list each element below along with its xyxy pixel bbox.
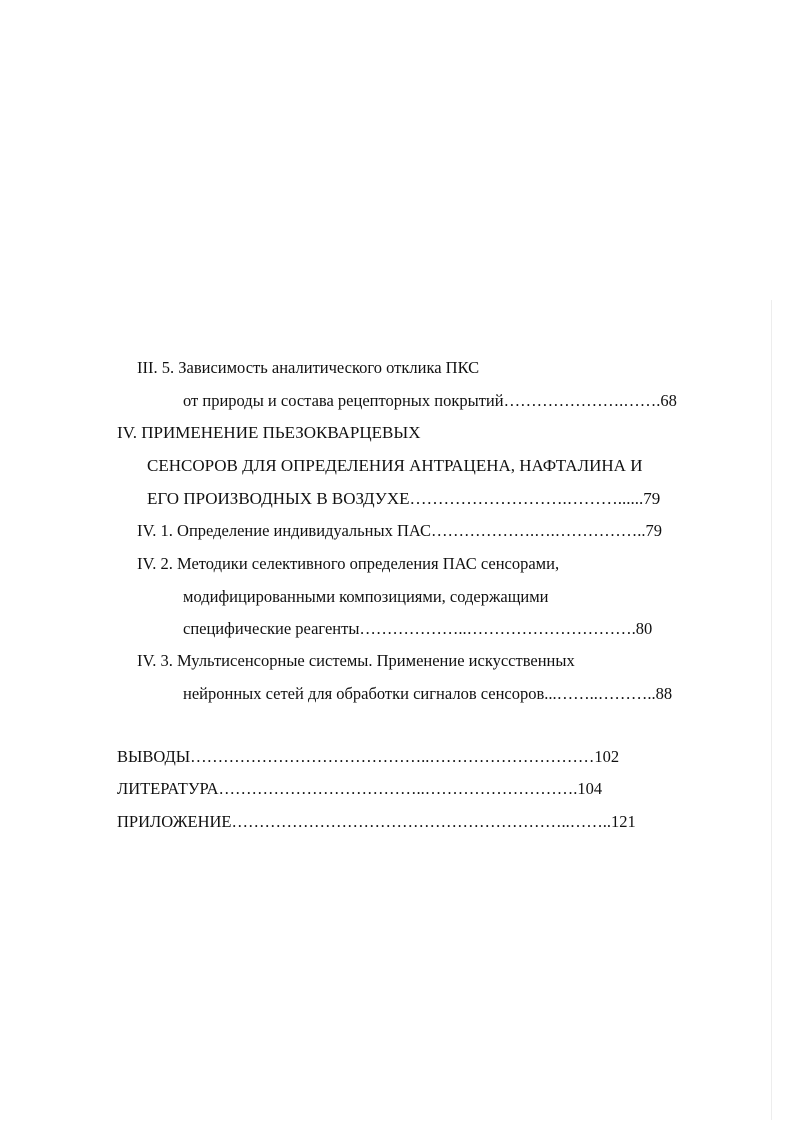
toc-entry-title: III. 5. Зависимость аналитического отклика ПКС <box>137 358 480 377</box>
toc-entry-title: IV. 1. Определение индивидуальных ПАС……………….….……………..79 <box>137 521 662 540</box>
toc-entry-title-continued: нейронных сетей для обработки сигналов сенсоров...……..………..88 <box>183 684 673 703</box>
toc-entry-appendix: ПРИЛОЖЕНИЕ……………………………………………………..……..121 <box>117 812 636 831</box>
scan-edge-mark <box>771 300 772 1120</box>
toc-entry-title-continued: специфические реагенты………………..………………………….80 <box>183 619 653 638</box>
toc-entry-title: IV. 3. Мультисенсорные системы. Применение искусственных <box>137 651 575 670</box>
chapter-title-continued: ЕГО ПРОИЗВОДНЫХ В ВОЗДУХЕ……………………….………......79 <box>147 489 661 508</box>
chapter-title: IV. ПРИМЕНЕНИЕ ПЬЕЗОКВАРЦЕВЫХ <box>117 423 421 442</box>
chapter-title-continued: СЕНСОРОВ ДЛЯ ОПРЕДЕЛЕНИЯ АНТРАЦЕНА, НАФТАЛИНА И <box>147 456 643 475</box>
toc-entry-conclusions: ВЫВОДЫ……………………………………..…………………………102 <box>117 747 620 766</box>
toc-entry-title: IV. 2. Методики селективного определения ПАС сенсорами, <box>137 554 560 573</box>
toc-entry-title-continued: модифицированными композициями, содержащими <box>183 587 549 606</box>
toc-entry-literature: ЛИТЕРАТУРА………………………………..……………………….104 <box>117 779 603 798</box>
toc-entry-title-continued: от природы и состава рецепторных покрытий………………….…….68 <box>183 391 677 410</box>
